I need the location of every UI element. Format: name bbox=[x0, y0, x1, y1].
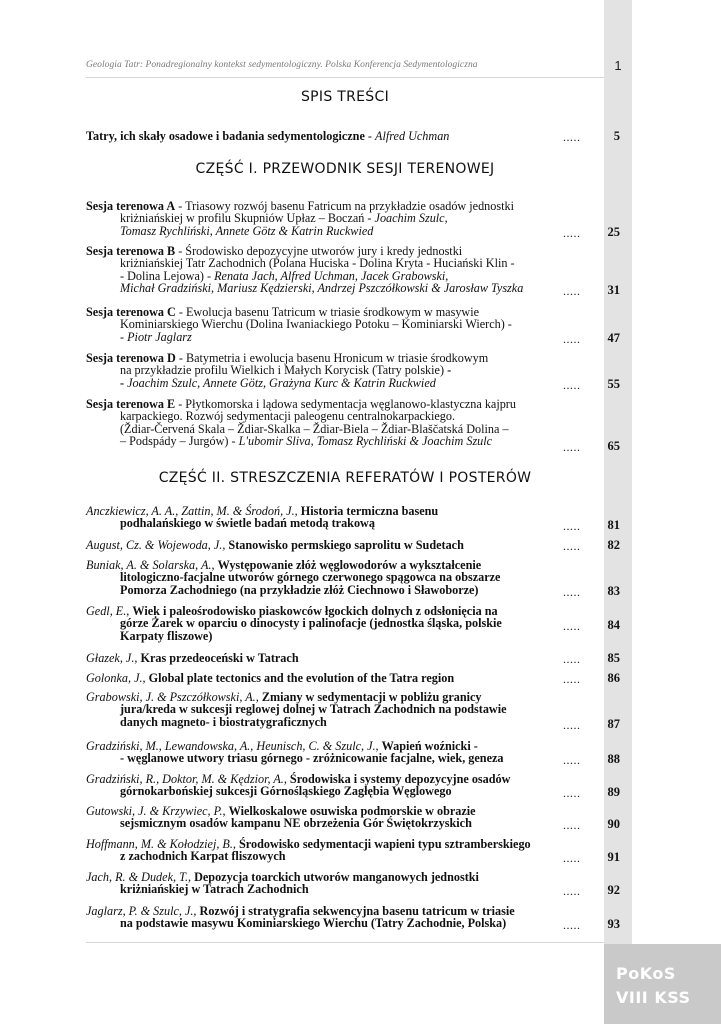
abstract-title: jura/kreda w sukcesji reglowej dolnej w Tatrach Zachodnich na podstawie bbox=[120, 702, 507, 717]
abstract-title: Global plate tectonics and the evolution of the Tatra region bbox=[148, 671, 455, 685]
session-label: Sesja terenowa A bbox=[86, 199, 176, 213]
session-authors: Michał Gradziński, Mariusz Kędzierski, Andrzej Pszczółkowski & Jarosław Tyszka bbox=[120, 281, 524, 296]
abstract-authors: Gedl, E., bbox=[86, 604, 130, 618]
abstract-title: z zachodnich Karpat fliszowych bbox=[120, 849, 286, 864]
entry-separator: - bbox=[364, 129, 376, 143]
session-text: - Triasowy rozwój basenu Fatricum na przykładzie osadów jednostki bbox=[175, 199, 514, 213]
abstract-authors: Głazek, J., bbox=[86, 651, 138, 665]
leader-dots: ..... bbox=[563, 918, 581, 932]
page-ref: 92 bbox=[607, 883, 620, 897]
page-ref: 83 bbox=[607, 584, 620, 598]
abstract-entry bbox=[86, 691, 616, 728]
abstract-entry bbox=[86, 672, 616, 684]
page-ref: 84 bbox=[607, 618, 620, 632]
abstract-authors: Gradziński, R., Doktor, M. & Kędzior, A., bbox=[86, 772, 287, 786]
session-label: Sesja terenowa D bbox=[86, 351, 176, 365]
leader-dots: ..... bbox=[563, 130, 581, 144]
abstract-authors: Gutowski, J. & Krzywiec, P., bbox=[86, 804, 226, 818]
entry-title: Tatry, ich skały osadowe i badania sedymentologiczne bbox=[86, 129, 365, 143]
session-authors: Joachim Szulc, Annete Götz, Grażyna Kurc & Katrin Ruckwied bbox=[127, 375, 436, 390]
session-text: - Dolina Lejowa) - bbox=[120, 268, 215, 283]
abstract-authors: Jach, R. & Dudek, T., bbox=[86, 870, 192, 884]
page-ref: 25 bbox=[607, 225, 620, 239]
leader-dots: ..... bbox=[563, 652, 581, 666]
leader-dots: ..... bbox=[563, 284, 581, 298]
conference-badge bbox=[604, 944, 721, 1024]
abstract-title: litologiczno-facjalne utworów górnego czerwonego spągowca na obszarze bbox=[120, 570, 501, 585]
session-text: Kominiarskiego Wierchu (Dolina Iwaniackiego Potoku – Kominiarski Wierch) - bbox=[120, 317, 512, 332]
abstract-title: Występowanie złóż węglowodorów a wykształcenie bbox=[217, 558, 482, 572]
session-label: Sesja terenowa B bbox=[86, 244, 176, 258]
page-ref: 55 bbox=[607, 377, 620, 391]
abstract-title: podhalańskiego w świetle badań metodą trakową bbox=[120, 516, 375, 531]
abstract-authors: Anczkiewicz, A. A., Zattin, M. & Środoń, J., bbox=[86, 504, 298, 518]
abstract-entry bbox=[86, 905, 616, 930]
abstract-title: Historia termiczna basenu bbox=[300, 504, 439, 518]
abstract-authors: August, Cz. & Wojewoda, J., bbox=[86, 538, 226, 552]
abstract-entry bbox=[86, 605, 616, 642]
leader-dots: ..... bbox=[563, 753, 581, 767]
toc-entry-intro bbox=[86, 130, 616, 142]
session-text: kriżniańskiej Tatr Zachodnich (Polana Huciska - Dolina Kryta - Huciański Klin - bbox=[120, 256, 515, 271]
session-text: karpackiego. Rozwój sedymentacji paleogenu centralnokarpackiego. bbox=[120, 409, 456, 424]
session-label: Sesja terenowa C bbox=[86, 305, 176, 319]
running-header: Geologia Tatr: Ponadregionalny kontekst sedymentologiczny. Polska Konferencja Sedymentologiczna bbox=[86, 60, 478, 70]
leader-dots: ..... bbox=[563, 718, 581, 732]
session-entry-e bbox=[86, 398, 616, 448]
leader-dots: ..... bbox=[563, 818, 581, 832]
abstract-entry bbox=[86, 773, 616, 798]
abstract-authors: Hoffmann, M. & Kołodziej, B., bbox=[86, 837, 236, 851]
abstract-entry bbox=[86, 652, 616, 664]
session-text: na przykładzie profilu Wielkich i Małych Korycisk (Tatry polskie) bbox=[120, 363, 448, 378]
abstract-title: Depozycja toarckich utworów manganowych jednostki bbox=[194, 870, 479, 884]
session-authors: L'ubomir Sliva, Tomasz Rychliński & Joachim Szulc bbox=[238, 434, 493, 449]
toc-heading: SPIS TREŚCI bbox=[300, 89, 389, 105]
badge-line-1: PoKoS bbox=[616, 964, 676, 983]
page-number: 1 bbox=[614, 58, 622, 73]
session-authors: Renata Jach, Alfred Uchman, Jacek Grabowski, bbox=[214, 268, 449, 283]
leader-dots: ..... bbox=[563, 332, 581, 346]
leader-dots: ..... bbox=[563, 585, 581, 599]
leader-dots: ..... bbox=[563, 786, 581, 800]
badge-line-2: VIII KSS bbox=[616, 988, 691, 1007]
session-entry-d bbox=[86, 352, 616, 389]
page-ref: 91 bbox=[607, 850, 620, 864]
page-ref: 65 bbox=[607, 439, 620, 453]
session-entry-b bbox=[86, 245, 616, 295]
leader-dots: ..... bbox=[563, 519, 581, 533]
abstract-title: Pomorza Zachodniego (na przykładzie złóż Ciechnowo i Sławoborze) bbox=[120, 582, 479, 597]
session-text: - Batymetria i ewolucja basenu Hronicum w triasie środkowym bbox=[175, 351, 489, 365]
session-label: Sesja terenowa E bbox=[86, 397, 176, 411]
header-rule bbox=[86, 77, 604, 78]
session-text: - bbox=[447, 363, 452, 378]
session-text: - bbox=[120, 329, 128, 344]
page-ref: 89 bbox=[607, 785, 620, 799]
page-ref: 47 bbox=[607, 331, 620, 345]
abstract-title: Wapień woźnicki - bbox=[381, 739, 478, 753]
page-ref: 82 bbox=[607, 538, 620, 552]
abstract-title: sejsmicznym osadów kampanu NE obrzeżenia Gór Świętokrzyskich bbox=[120, 816, 472, 831]
part2-heading: CZĘŚĆ II. STRESZCZENIA REFERATÓW I POSTERÓW bbox=[158, 470, 532, 486]
abstract-title: górnokarbońskiej sukcesji Górnośląskiego Zagłębia Węglowego bbox=[120, 784, 452, 799]
session-entry-a bbox=[86, 200, 616, 237]
leader-dots: ..... bbox=[563, 539, 581, 553]
abstract-authors: Golonka, J., bbox=[86, 671, 146, 685]
leader-dots: ..... bbox=[563, 226, 581, 240]
session-entry-c bbox=[86, 306, 616, 343]
leader-dots: ..... bbox=[563, 440, 581, 454]
abstract-title: Rozwój i stratygrafia sekwencyjna basenu tatricum w triasie bbox=[199, 904, 515, 918]
session-authors: Joachim Szulc, bbox=[374, 211, 448, 226]
abstract-title: danych magneto- i biostratygraficznych bbox=[120, 714, 327, 729]
abstract-title: Zmiany w sedymentacji w pobliżu granicy bbox=[261, 690, 482, 704]
abstract-title: Stanowisko permskiego saprolitu w Sudetach bbox=[228, 538, 464, 552]
page-ref: 90 bbox=[607, 817, 620, 831]
abstract-entry bbox=[86, 805, 616, 830]
session-text: kriżniańskiej w profilu Skupniów Upłaz – Boczań - bbox=[120, 211, 375, 226]
page-ref: 88 bbox=[607, 752, 620, 766]
session-text: – Podspády – Jurgów) - bbox=[120, 434, 239, 449]
abstract-title: górze Żarek w oparciu o dinocysty i palinofacje (jednostka śląska, polskie bbox=[120, 616, 502, 631]
abstract-authors: Gradziński, M., Lewandowska, A., Heunisch, C. & Szulc, J., bbox=[86, 739, 379, 753]
session-authors: Piotr Jaglarz bbox=[127, 329, 192, 344]
footer-rule bbox=[86, 942, 604, 943]
page-ref: 93 bbox=[607, 917, 620, 931]
page-ref: 81 bbox=[607, 518, 620, 532]
page-ref: 85 bbox=[607, 651, 620, 665]
leader-dots: ..... bbox=[563, 851, 581, 865]
abstract-title: na podstawie masywu Kominiarskiego Wierchu (Tatry Zachodnie, Polska) bbox=[120, 916, 507, 931]
abstract-title: Karpaty fliszowe) bbox=[120, 628, 213, 643]
page-ref: 31 bbox=[607, 283, 620, 297]
abstract-entry bbox=[86, 539, 616, 551]
page-ref: 87 bbox=[607, 717, 620, 731]
leader-dots: ..... bbox=[563, 672, 581, 686]
abstract-entry bbox=[86, 871, 616, 896]
abstract-authors: Jaglarz, P. & Szulc, J., bbox=[86, 904, 197, 918]
abstract-title: Kras przedeoceński w Tatrach bbox=[140, 651, 299, 665]
session-text: - Środowisko depozycyjne utworów jury i kredy jednostki bbox=[175, 244, 463, 258]
abstract-title: - węglanowe utwory triasu górnego - zróżnicowanie facjalne, wiek, geneza bbox=[120, 751, 504, 766]
abstract-authors: Buniak, A. & Solarska, A., bbox=[86, 558, 215, 572]
session-text: - bbox=[120, 375, 128, 390]
leader-dots: ..... bbox=[563, 619, 581, 633]
abstract-entry bbox=[86, 559, 616, 596]
leader-dots: ..... bbox=[563, 884, 581, 898]
session-text: (Ždiar-Červená Skala – Ždiar-Skalka – Ždiar-Biela – Ždiar-Blaščatská Dolina – bbox=[120, 421, 509, 436]
abstract-title: Środowiska i systemy depozycyjne osadów bbox=[289, 772, 511, 786]
abstract-entry bbox=[86, 505, 616, 530]
abstract-authors: Grabowski, J. & Pszczółkowski, A., bbox=[86, 690, 259, 704]
session-text: - Ewolucja basenu Tatricum w triasie środkowym w masywie bbox=[175, 305, 480, 319]
abstract-title: Wiek i paleośrodowisko piaskowców łgockich dolnych z odsłonięcia na bbox=[132, 604, 498, 618]
page-ref: 5 bbox=[613, 129, 620, 143]
part1-heading: CZĘŚĆ I. PRZEWODNIK SESJI TERENOWEJ bbox=[195, 161, 495, 177]
entry-author: Alfred Uchman bbox=[375, 129, 450, 143]
abstract-title: Środowisko sedymentacji wapieni typu sztramberskiego bbox=[239, 837, 531, 851]
abstract-title: kriżniańskiej w Tatrach Zachodnich bbox=[120, 882, 309, 897]
session-text: - Płytkomorska i lądowa sedymentacja węglanowo-klastyczna kajpru bbox=[175, 397, 516, 411]
abstract-entry bbox=[86, 838, 616, 863]
session-authors: Tomasz Rychliński, Annete Götz & Katrin Ruckwied bbox=[120, 223, 374, 238]
page-ref: 86 bbox=[607, 671, 620, 685]
leader-dots: ..... bbox=[563, 378, 581, 392]
abstract-entry bbox=[86, 740, 616, 765]
abstract-title: Wielkoskalowe osuwiska podmorskie w obrazie bbox=[228, 804, 476, 818]
